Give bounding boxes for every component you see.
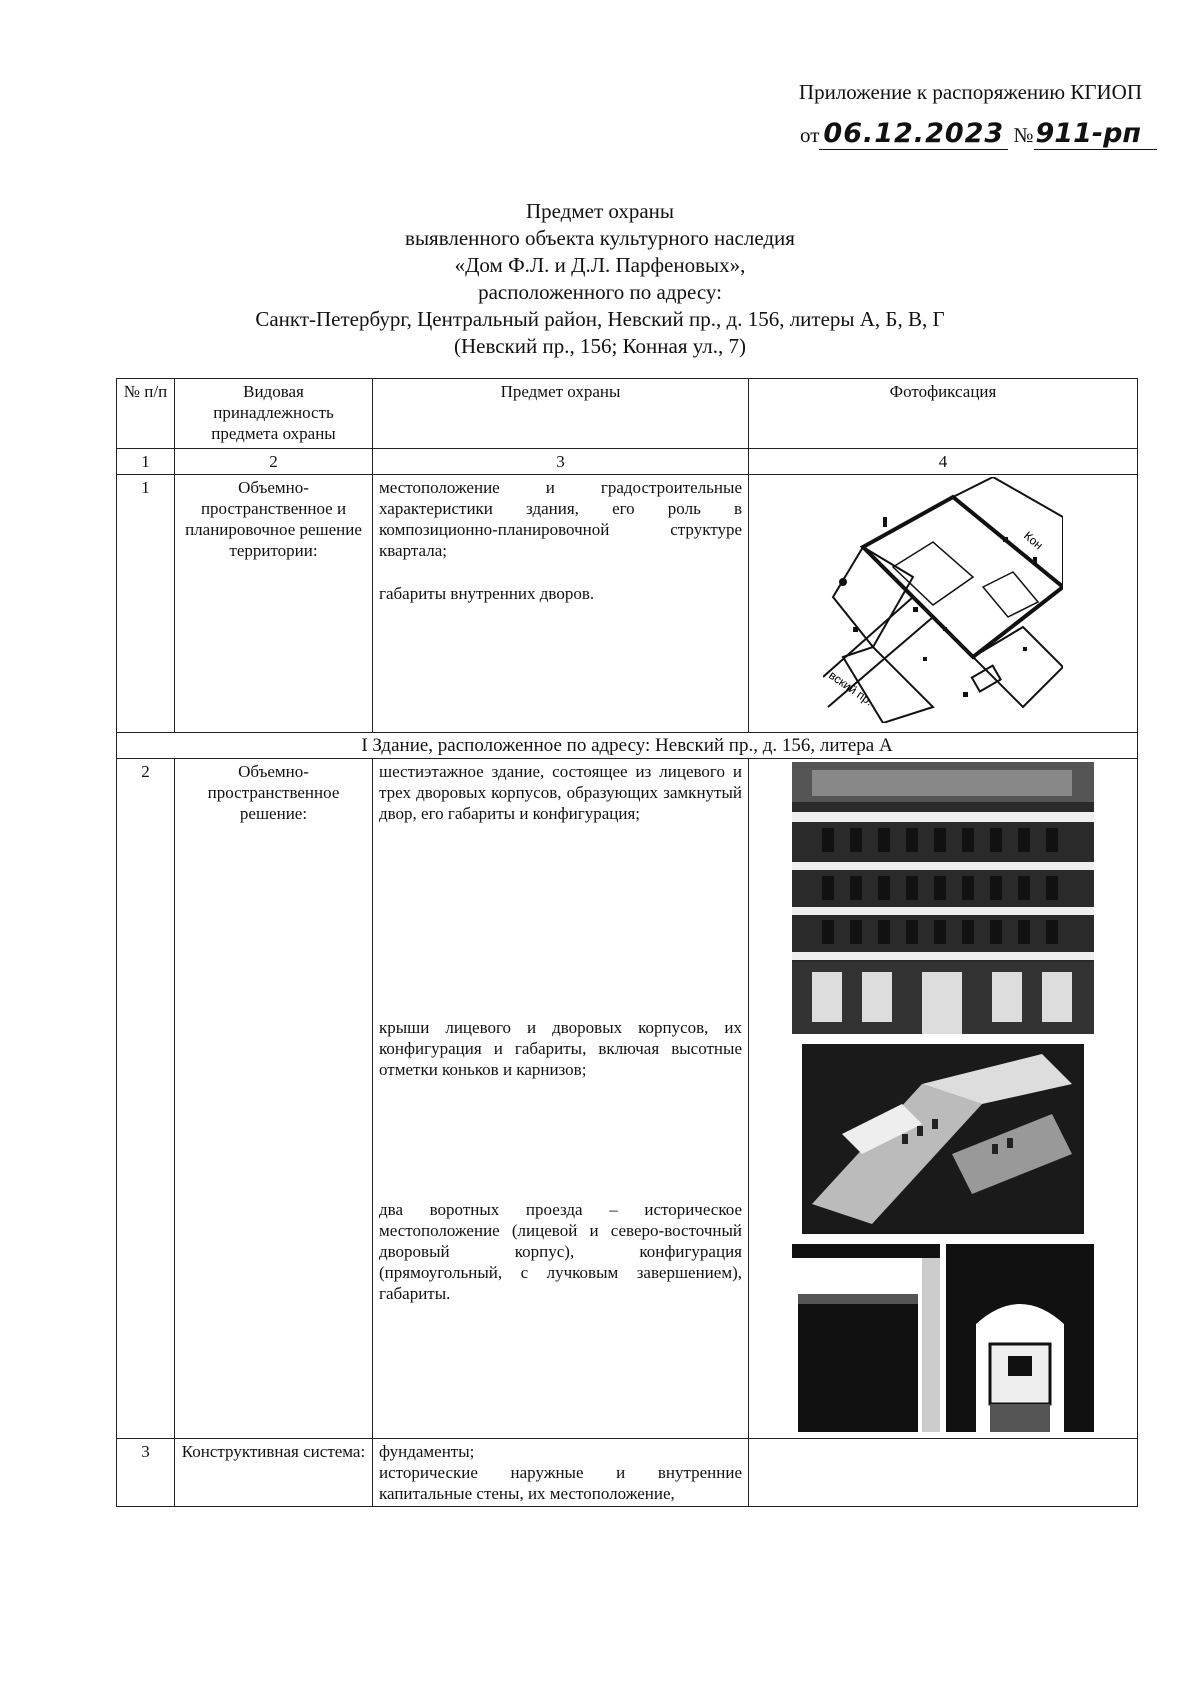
gate-photos	[753, 1244, 1133, 1432]
section-title: I Здание, расположенное по адресу: Невский пр., д. 156, литера А	[117, 733, 1138, 759]
gate-photo-street	[792, 1244, 940, 1432]
gate-photo-courtyard	[946, 1244, 1094, 1432]
table-row	[117, 759, 1138, 1439]
header-photo: Фотофиксация	[749, 379, 1138, 449]
col-number: 4	[749, 449, 1138, 475]
subject-item: фундаменты;	[379, 1442, 475, 1461]
map-label-konnaya: Кон	[1021, 528, 1046, 553]
order-line	[800, 118, 1157, 149]
row-type: Конструктивная система:	[175, 1439, 373, 1507]
col-number: 1	[117, 449, 175, 475]
title-line-4: расположенного по адресу:	[478, 280, 722, 304]
title-line-3: «Дом Ф.Л. и Д.Л. Парфеновых»,	[454, 253, 746, 277]
header-subject: Предмет охраны	[373, 379, 749, 449]
date-prefix: от	[800, 123, 820, 147]
site-plan-map	[823, 477, 1063, 723]
protection-table	[116, 378, 1138, 1507]
row-type: Объемно-пространственное и планировочное решение территории:	[175, 475, 373, 733]
title-line-1: Предмет охраны	[525, 199, 675, 223]
row-number: 1	[117, 475, 175, 733]
subject-item: шестиэтажное здание, состоящее из лицевого и трех дворовых корпусов, образующих замкнутый двор, его габариты и конфигурация;	[379, 762, 742, 823]
header-type: Видовая принадлежность предмета охраны	[175, 379, 373, 449]
table-header-row	[117, 379, 1138, 449]
table-row	[117, 475, 1138, 733]
row-number: 2	[117, 759, 175, 1439]
subject-item: крыши лицевого и дворовых корпусов, их конфигурация и габариты, включая высотные отметки коньков и карнизов;	[379, 1018, 742, 1079]
row-subject	[373, 475, 749, 733]
section-row	[117, 733, 1138, 759]
row-photo	[749, 475, 1138, 733]
row-photo	[749, 759, 1138, 1439]
order-date: 06.12.2023	[819, 118, 1008, 150]
facade-photo	[792, 762, 1094, 1034]
roof-aerial-photo	[802, 1044, 1084, 1234]
subject-item: исторические наружные и внутренние капитальные стены, их местоположение,	[379, 1463, 742, 1503]
table-row	[117, 1439, 1138, 1507]
map-label-nevsky: вский пр.	[826, 667, 876, 709]
row-type: Объемно-пространственное решение:	[175, 759, 373, 1439]
subject-item: местоположение и градостроительные характеристики здания, его роль в композиционно-планировочной структуре квартала;	[379, 478, 742, 560]
row-photo	[749, 1439, 1138, 1507]
order-number: 911-рп	[1034, 118, 1158, 150]
appendix-label: Приложение к распоряжению КГИОП	[798, 80, 1142, 104]
document-title	[0, 198, 1200, 360]
number-prefix: №	[1013, 123, 1034, 147]
title-line-5: Санкт-Петербург, Центральный район, Невский пр., д. 156, литеры А, Б, В, Г	[255, 307, 945, 331]
row-subject	[373, 759, 749, 1439]
col-number: 2	[175, 449, 373, 475]
subject-item: габариты внутренних дворов.	[379, 584, 595, 603]
subject-item: два воротных проезда – историческое местоположение (лицевой и северо-восточный дворовый корпус), конфигурация (прямоугольный, с лучковым завершением), габариты.	[379, 1200, 742, 1303]
title-line-6: (Невский пр., 156; Конная ул., 7)	[453, 334, 747, 358]
column-number-row	[117, 449, 1138, 475]
col-number: 3	[373, 449, 749, 475]
row-subject	[373, 1439, 749, 1507]
row-number: 3	[117, 1439, 175, 1507]
header-num: № п/п	[117, 379, 175, 449]
title-line-2: выявленного объекта культурного наследия	[405, 226, 795, 250]
